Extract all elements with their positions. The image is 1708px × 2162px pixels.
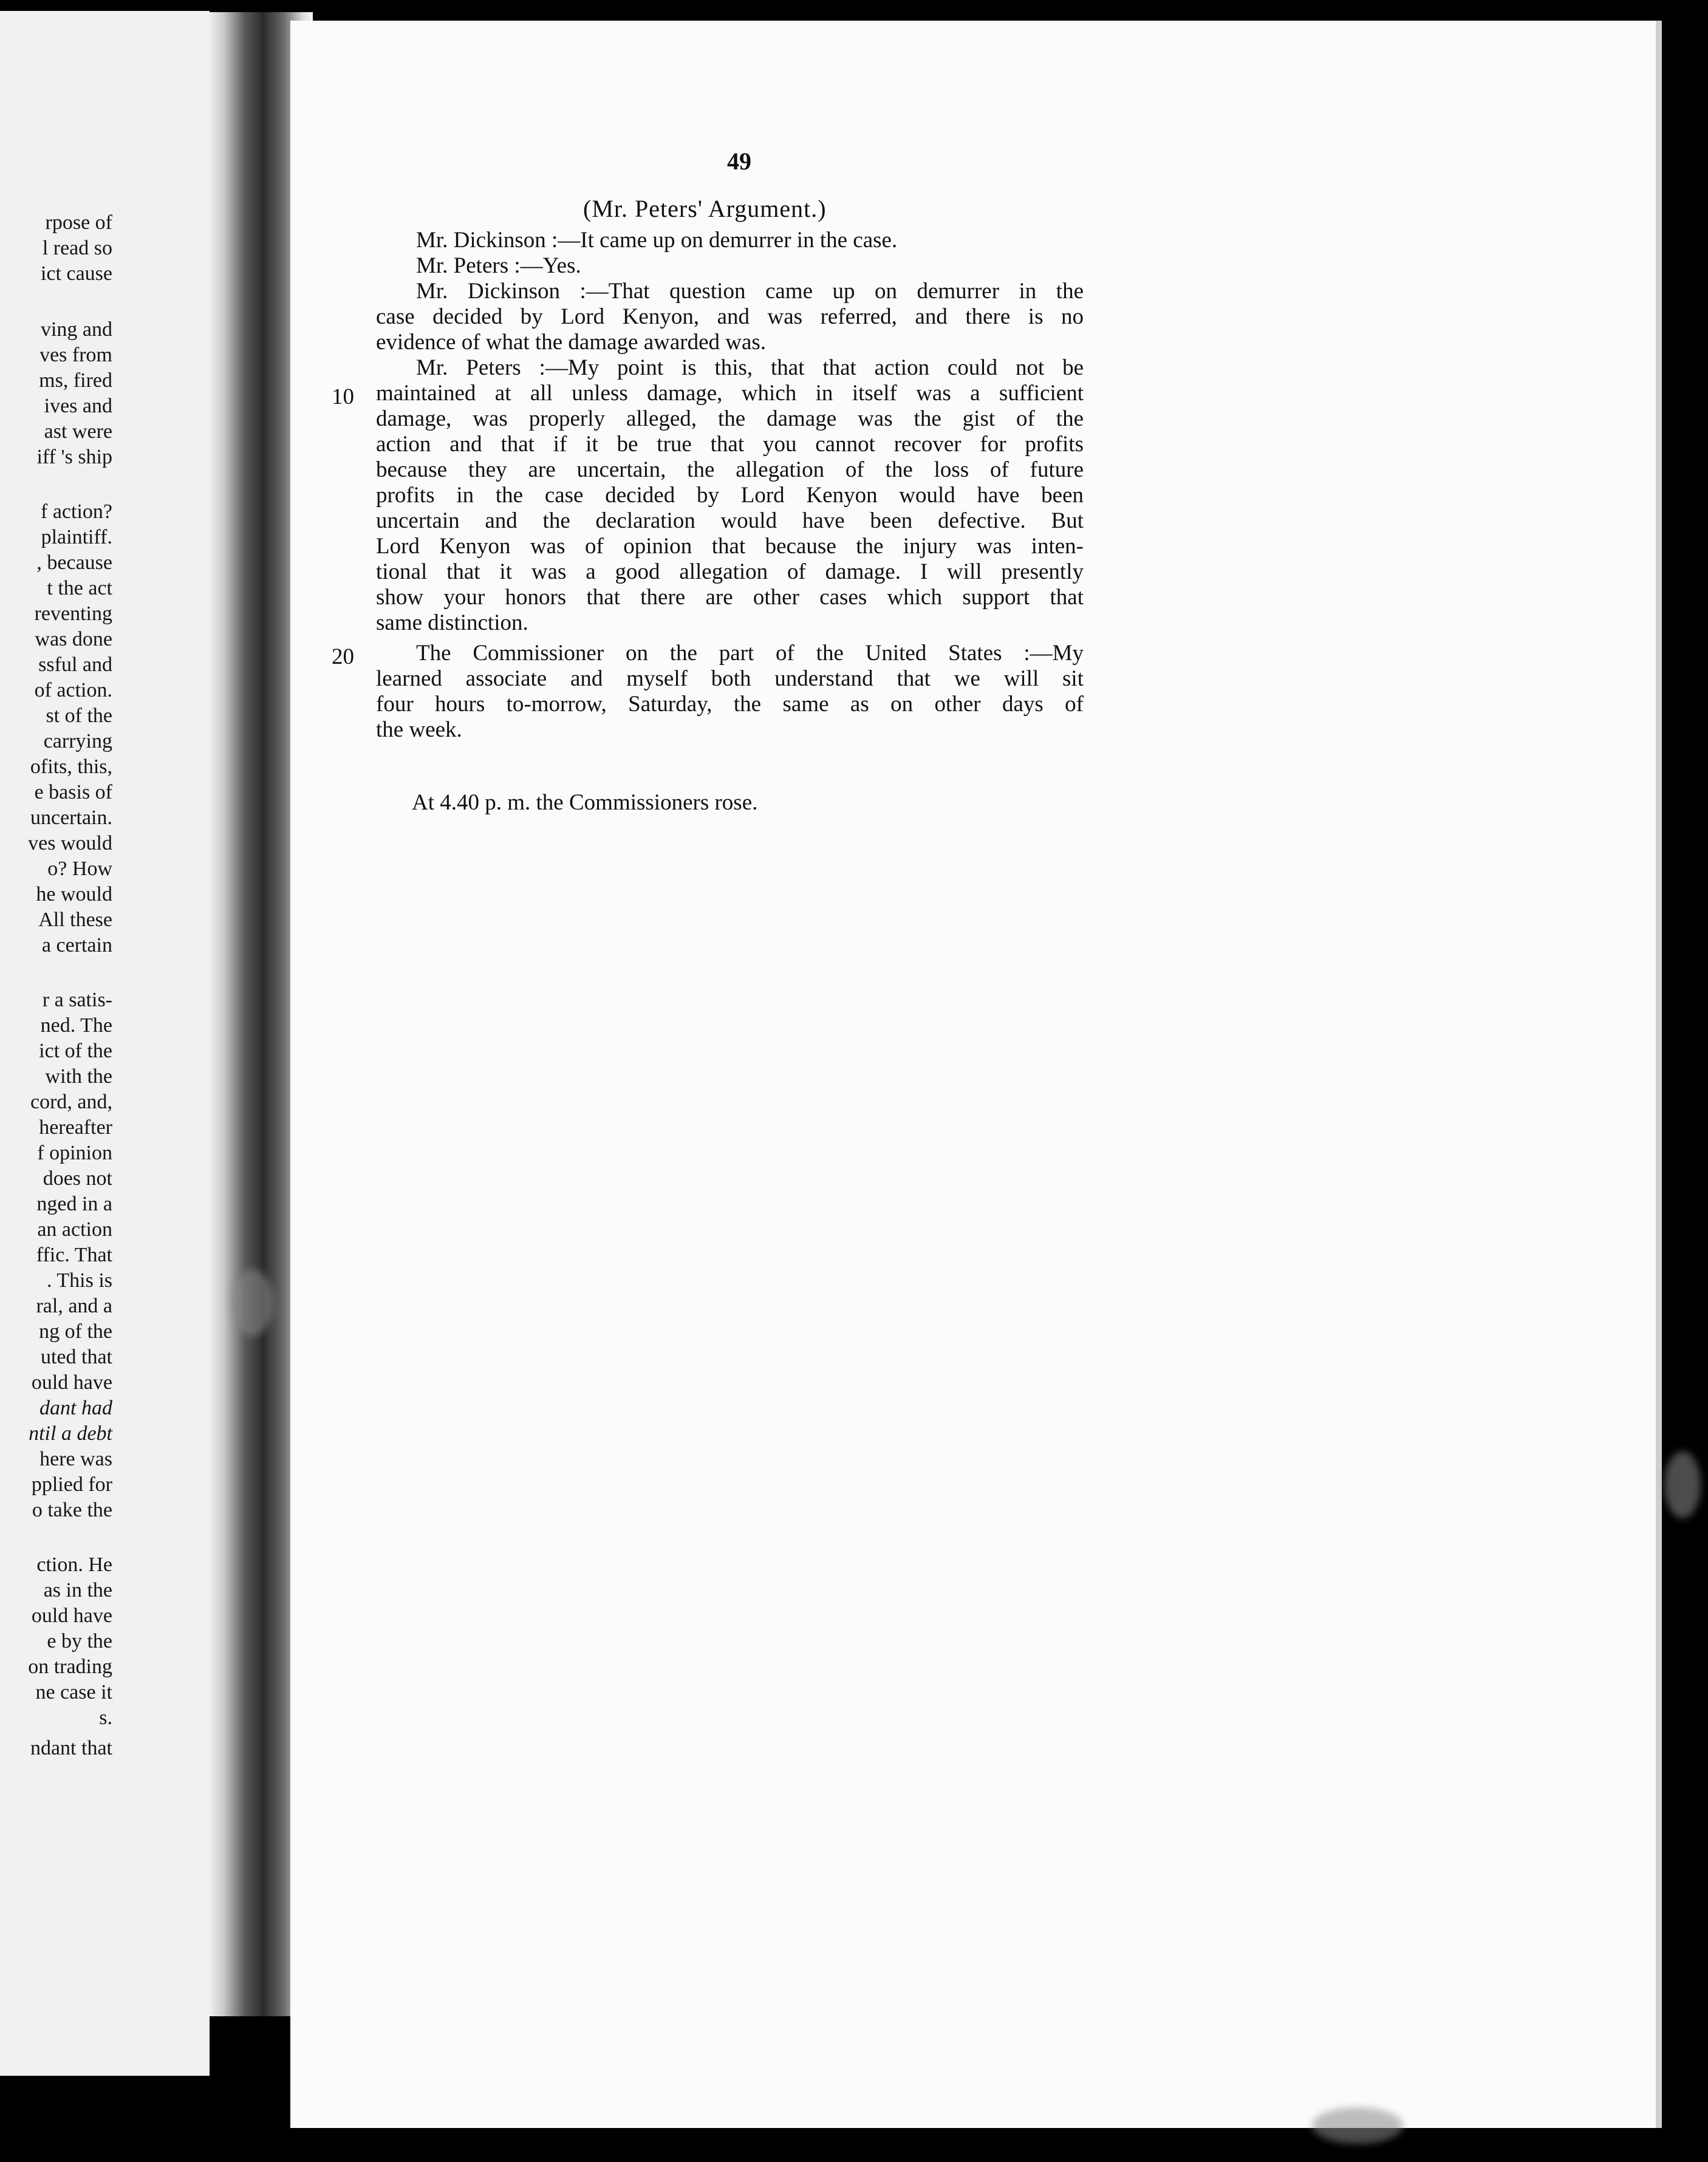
left-page-line: ict of the <box>39 1040 112 1062</box>
left-page-line: ng of the <box>39 1320 112 1343</box>
left-page-line: ould have <box>31 1604 112 1627</box>
body-line: Mr. Dickinson :—That question came up on demurrer in the <box>416 279 1084 304</box>
body-line: case decided by Lord Kenyon, and was referred, and there is no <box>376 304 1084 329</box>
left-page-line: e by the <box>47 1630 112 1652</box>
body-line: same distinction. <box>376 610 528 635</box>
left-page-line: ict cause <box>41 262 112 285</box>
left-page-line: ral, and a <box>36 1295 112 1317</box>
left-page-line: t the act <box>47 577 112 599</box>
body-line: learned associate and myself both understand that we will sit <box>376 666 1084 691</box>
page-edge <box>1656 21 1662 2128</box>
left-page-line: does not <box>43 1167 112 1190</box>
left-page-line: ssful and <box>38 653 112 676</box>
left-page-line: , because <box>36 551 112 574</box>
left-page-line: ffic. That <box>36 1244 112 1266</box>
left-page-line: was done <box>35 628 112 650</box>
left-page-line: ndant that <box>30 1737 112 1759</box>
left-page-line: he would <box>36 883 112 905</box>
line-number: 10 <box>332 384 354 409</box>
line-number: 20 <box>332 644 354 669</box>
body-line: uncertain and the declaration would have been defective. But <box>376 508 1084 533</box>
left-page-line: ntil a debt <box>29 1422 112 1445</box>
scan-smudge-bottom <box>1312 2107 1403 2144</box>
body-line: Lord Kenyon was of opinion that because the injury was inten- <box>376 534 1084 559</box>
left-page-line: hereafter <box>39 1116 112 1139</box>
left-page-line: a certain <box>41 934 112 957</box>
left-page-line: st of the <box>46 704 112 727</box>
left-page-line: ves from <box>39 344 112 366</box>
left-page-line: reventing <box>34 602 112 625</box>
body-line: show your honors that there are other cases which support that <box>376 585 1084 610</box>
left-page-line: ast were <box>44 420 112 443</box>
body-line: the week. <box>376 717 462 742</box>
left-page-line: uncertain. <box>30 806 112 829</box>
left-page-line: with the <box>45 1065 112 1088</box>
body-line: The Commissioner on the part of the United States :—My <box>416 641 1084 666</box>
left-page-line: dant had <box>39 1397 112 1419</box>
left-page-line: All these <box>38 909 112 931</box>
left-page-line: cord, and, <box>30 1091 112 1113</box>
left-page-line: an action <box>37 1218 112 1241</box>
left-page-line: ives and <box>44 395 112 417</box>
left-page-line: ction. He <box>36 1553 112 1576</box>
left-page-line: on trading <box>28 1656 112 1678</box>
left-page-line: f action? <box>41 500 112 523</box>
previous-page-fragment <box>0 11 210 2076</box>
left-page-line: ofits, this, <box>30 755 112 778</box>
left-page-line: ould have <box>31 1371 112 1394</box>
left-page-line: ned. The <box>40 1014 112 1037</box>
scan-smudge-right <box>1664 1451 1701 1518</box>
left-page-line: as in the <box>43 1579 112 1601</box>
left-page-line: nged in a <box>36 1193 112 1215</box>
left-page-line: f opinion <box>37 1142 112 1164</box>
left-page-line: r a satis- <box>42 989 112 1011</box>
left-page-line: carrying <box>43 730 112 752</box>
page-number: 49 <box>727 148 751 175</box>
running-head: (Mr. Peters' Argument.) <box>583 195 827 222</box>
left-page-line: o? How <box>47 858 112 880</box>
body-line: four hours to-morrow, Saturday, the same as on other days of <box>376 692 1084 717</box>
left-page-line: plaintiff. <box>41 526 112 548</box>
left-page-line: ving and <box>40 318 112 341</box>
left-page-line: ne case it <box>35 1681 112 1703</box>
left-page-line: pplied for <box>31 1473 112 1496</box>
body-line: action and that if it be true that you cannot recover for profits <box>376 432 1084 457</box>
body-line: Mr. Dickinson :—It came up on demurrer in the case. <box>416 228 898 253</box>
left-page-line: e basis of <box>34 781 112 803</box>
body-line: because they are uncertain, the allegation of the loss of future <box>376 457 1084 482</box>
left-page-line: o take the <box>32 1499 112 1521</box>
left-page-line: . This is <box>46 1269 112 1292</box>
left-page-line: of action. <box>34 679 112 701</box>
scan-smudge-left <box>231 1269 273 1336</box>
left-page-line: s. <box>99 1707 112 1729</box>
body-line: profits in the case decided by Lord Kenyon would have been <box>376 483 1084 508</box>
body-line: tional that it was a good allegation of damage. I will presently <box>376 559 1084 584</box>
left-page-line: ms, fired <box>39 369 112 392</box>
left-page-line: l read so <box>42 237 112 259</box>
left-page-line: here was <box>39 1448 112 1470</box>
left-page-line: uted that <box>40 1346 112 1368</box>
left-page-line: ves would <box>28 832 112 854</box>
body-line: maintained at all unless damage, which in itself was a sufficient <box>376 381 1084 406</box>
left-page-line: iff 's ship <box>36 446 112 468</box>
body-line: Mr. Peters :—Yes. <box>416 253 581 278</box>
adjournment-note: At 4.40 p. m. the Commissioners rose. <box>412 790 758 815</box>
body-line: damage, was properly alleged, the damage was the gist of the <box>376 406 1084 431</box>
left-page-line: rpose of <box>45 211 112 234</box>
body-line: Mr. Peters :—My point is this, that that action could not be <box>416 355 1084 380</box>
body-line: evidence of what the damage awarded was. <box>376 330 767 355</box>
